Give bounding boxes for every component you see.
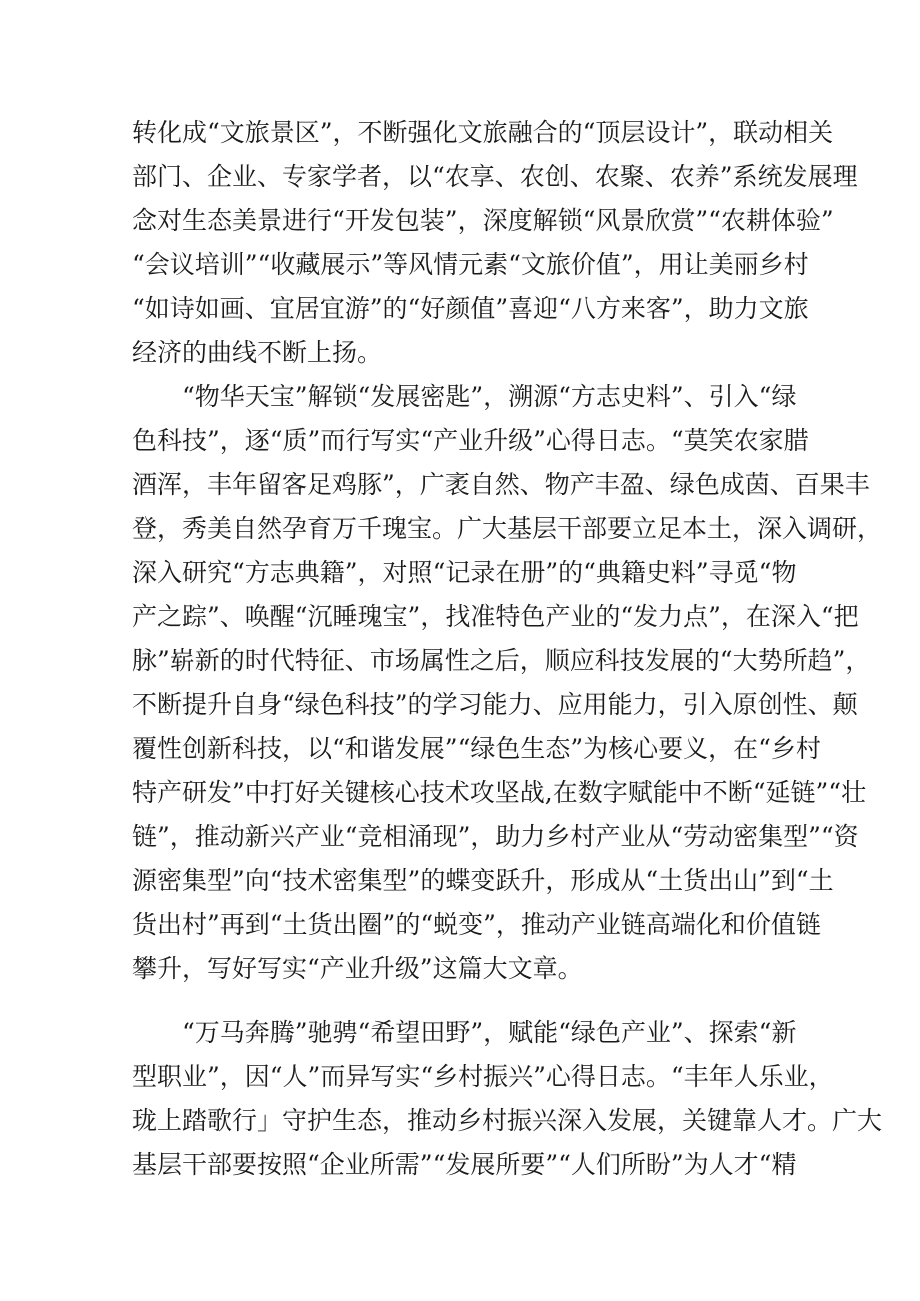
text-line: 覆性创新科技，以“和谐发展”“绿色生态”为核心要义，在“乡村 <box>132 734 821 763</box>
text-line: 不断提升自身“绿色科技”的学习能力、应用能力，引入原创性、颠 <box>132 690 858 719</box>
text-line: 登，秀美自然孕育万千瑰宝。广大基层干部要立足本土，深入调研， <box>132 514 883 543</box>
text-line: 产之踪”、唤醒“沉睡瑰宝”，找准特色产业的“发力点”，在深入“把 <box>132 602 859 631</box>
text-line: 珑上踏歌行」守护生态，推动乡村振兴深入发展，关键靠人才。广大 <box>132 1106 883 1135</box>
text-line: 型职业”，因“人”而异写实“乡村振兴”心得日志。“丰年人乐业， <box>132 1062 834 1091</box>
text-line: 念对生态美景进行“开发包装”，深度解锁“风景欣赏”“农耕体验” <box>132 206 834 235</box>
text-line: 酒浑，丰年留客足鸡豚”，广袤自然、物产丰盈、绿色成茵、百果丰 <box>132 470 870 499</box>
text-line: “如诗如画、宜居宜游”的“好颜值”喜迎“八方来客”，助力文旅 <box>132 294 809 323</box>
text-line: 脉”崭新的时代特征、市场属性之后，顺应科技发展的“大势所趋”， <box>132 646 871 675</box>
text-line: 转化成“文旅景区”，不断强化文旅融合的“顶层设计”，联动相关 <box>132 118 834 147</box>
text-line: 货出村”再到“土货出圈”的“蜕变”，推动产业链高端化和价值链 <box>132 910 821 939</box>
text-line: 链”，推动新兴产业“竞相涌现”，助力乡村产业从“劳动密集型”“资 <box>132 822 859 851</box>
text-line: 特产研发”中打好关键核心技术攻坚战,在数字赋能中不断“延链”“壮 <box>132 778 867 807</box>
paragraph-first-line: “物华天宝”解锁“发展密匙”，溯源“方志史料”、引入“绿 <box>182 382 797 411</box>
text-line: “会议培训”“收藏展示”等风情元素“文旅价值”，用让美丽乡村 <box>132 250 809 279</box>
text-line: 色科技”，逐“质”而行写实“产业升级”心得日志。“莫笑农家腊 <box>132 426 809 455</box>
text-line: 深入研究“方志典籍”，对照“记录在册”的“典籍史料”寻觅“物 <box>132 558 797 587</box>
text-line: 源密集型”向“技术密集型”的蝶变跃升，形成从“土货出山”到“土 <box>132 866 834 895</box>
text-line: 基层干部要按照“企业所需”“发展所要”“人们所盼”为人才“精 <box>132 1150 797 1179</box>
text-line: 部门、企业、专家学者，以“农享、农创、农聚、农养”系统发展理 <box>132 162 858 191</box>
text-line: 攀升，写好写实“产业升级”这篇大文章。 <box>132 954 583 983</box>
paragraph-first-line: “万马奔腾”驰骋“希望田野”，赋能“绿色产业”、探索“新 <box>182 1018 797 1047</box>
text-line: 经济的曲线不断上扬。 <box>132 338 383 367</box>
